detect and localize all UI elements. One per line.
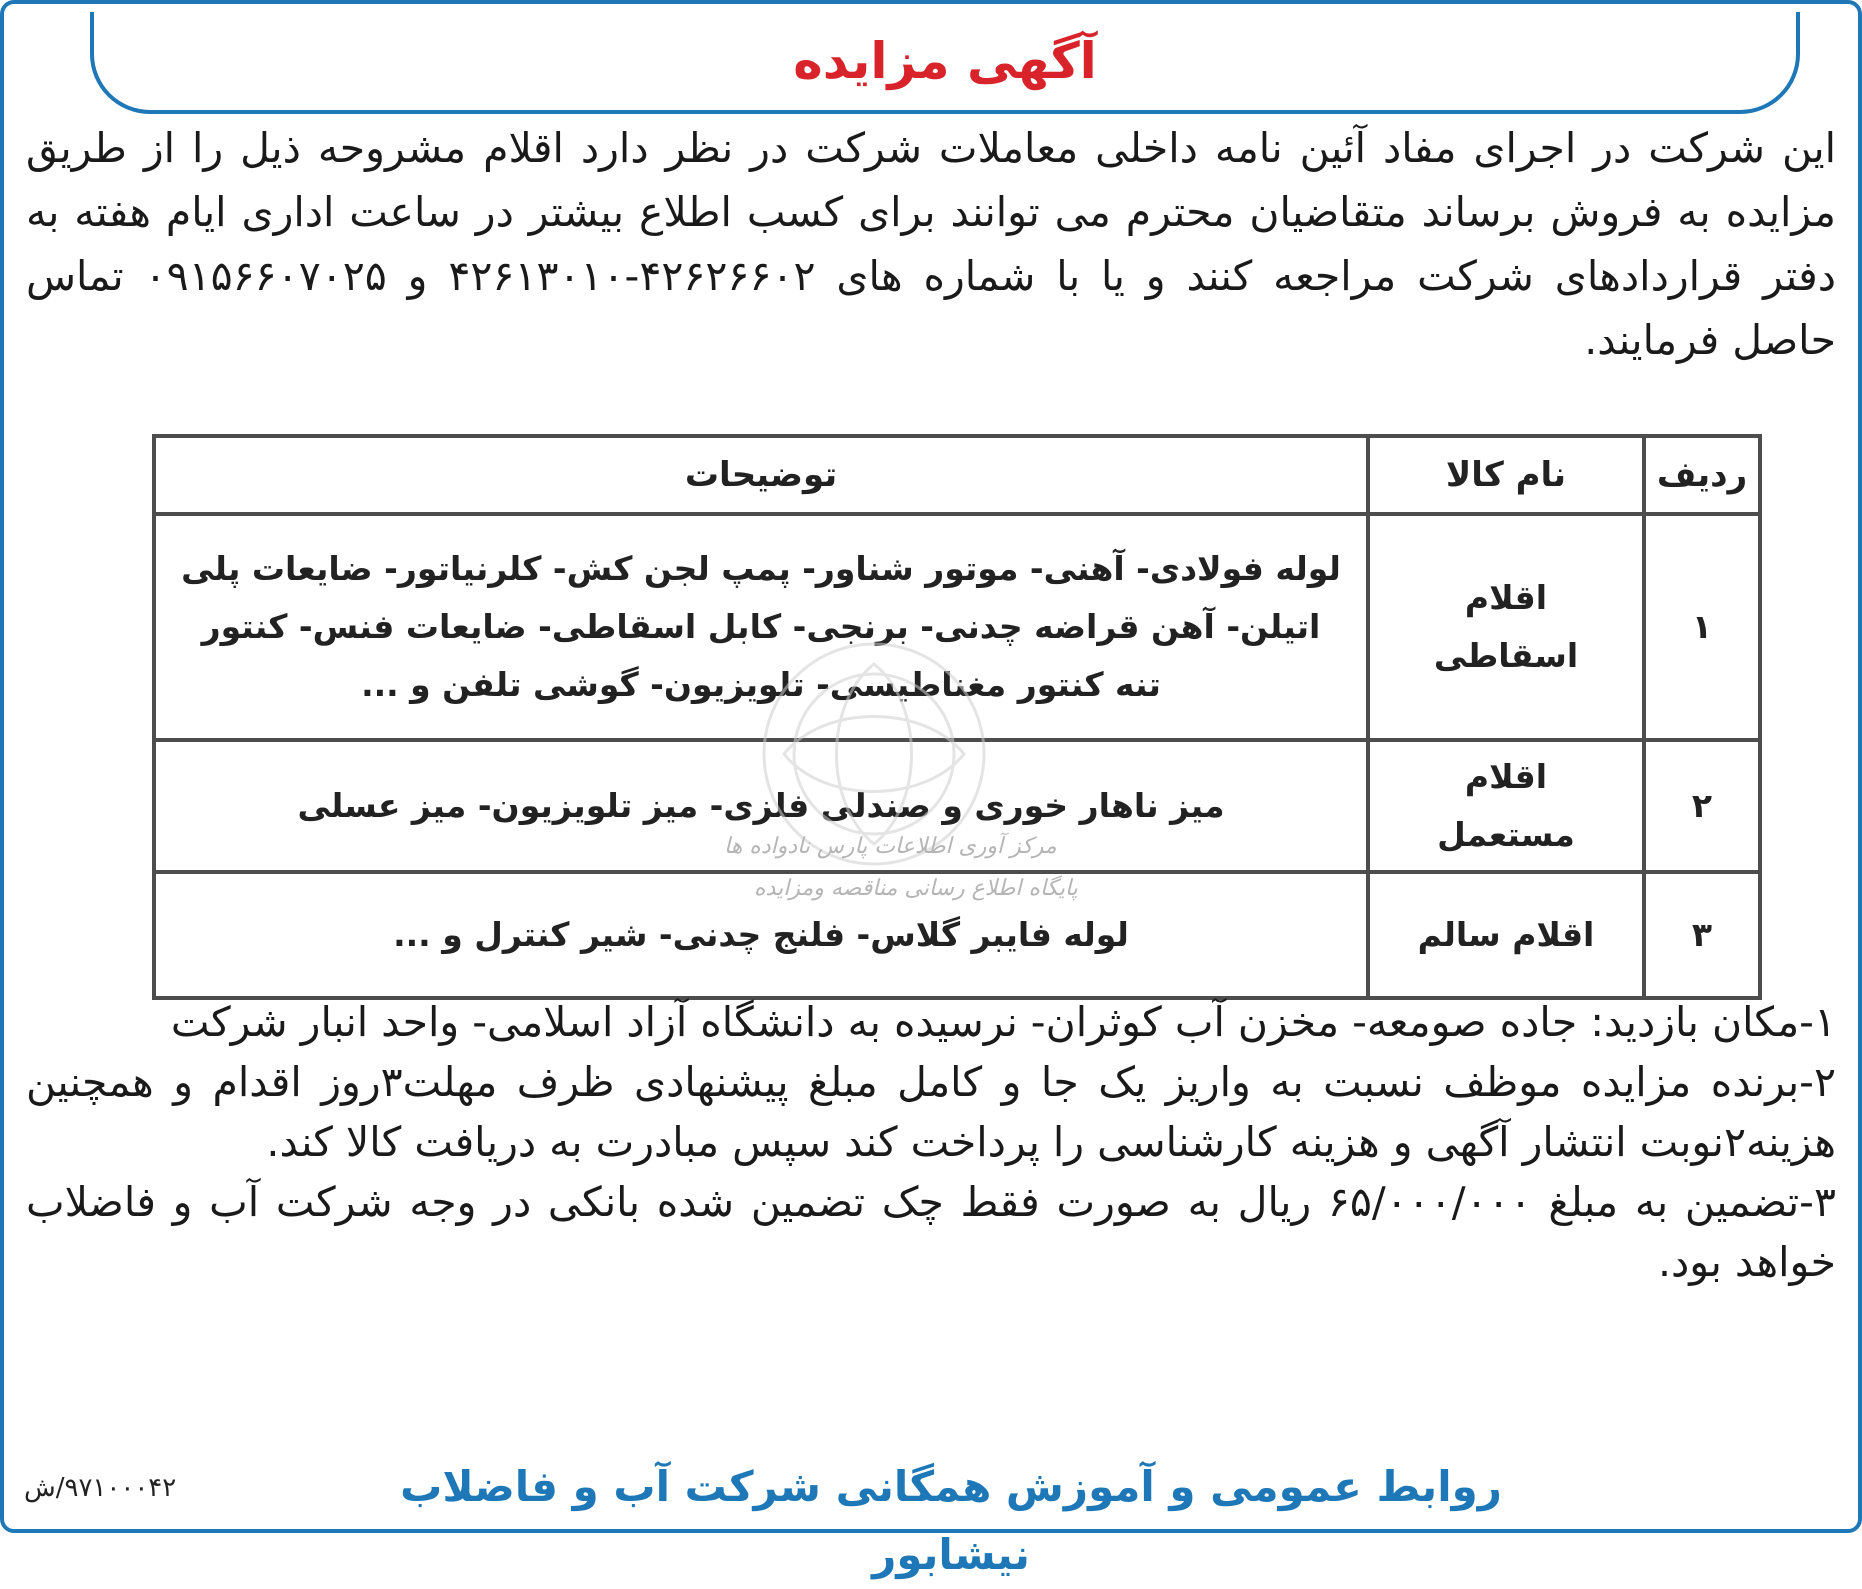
header-row-number: ردیف [1644, 436, 1760, 514]
intro-text: این شرکت در اجرای مفاد آئین نامه داخلی معاملات شرکت در نظر دارد اقلام مشروحه ذیل را از طریق مزایده به فروش برساند متقاضیان محترم می توانند برای کسب اطلاع بیشتر در ساعت اداری ایام هفته به دفتر قراردادهای شرکت مراجعه کنند و یا با شماره های [26, 124, 1836, 300]
phone-numbers: ۴۲۶۲۶۶۰۲-۴۲۶۱۳۰۱۰ و ۰۹۱۵۶۶۰۷۰۲۵ [144, 252, 816, 300]
issuer-signature: روابط عمومی و آموزش همگانی شرکت آب و فاضلاب نیشابور [400, 1462, 1502, 1579]
item-name: اقلام اسقاطی [1368, 514, 1644, 740]
row-number: ۲ [1644, 740, 1760, 872]
item-description: لوله فایبر گلاس- فلنج چدنی- شیر کنترل و ... [154, 872, 1368, 998]
row-number: ۳ [1644, 872, 1760, 998]
items-table [152, 434, 1762, 1000]
intro-ending: تماس حاصل فرمایند. [26, 252, 1836, 364]
item-description: لوله فولادی- آهنی- موتور شناور- پمپ لجن کش- کلرنیاتور- ضایعات پلی اتیلن- آهن قراضه چدنی- برنجی- کابل اسقاطی- ضایعات فنس- کنتور تنه کنتور مغناطیسی- تلویزیون- گوشی تلفن و ... [154, 514, 1368, 740]
page-title: آگهی مزایده [793, 32, 1097, 90]
watermark-text-2: پایگاه اطلاع رسانی مناقصه ومزایده [754, 876, 1078, 901]
item-description: میز ناهار خوری و صندلی فلزی- میز تلویزیون- میز عسلی [154, 740, 1368, 872]
table-row [154, 872, 1760, 998]
table-row [154, 514, 1760, 740]
terms-list [26, 992, 1836, 1292]
table-row [154, 740, 1760, 872]
header-description: توضیحات [154, 436, 1368, 514]
header-item-name: نام کالا [1368, 436, 1644, 514]
item-name: اقلام سالم [1368, 872, 1644, 998]
term-item: ۳-تضمین به مبلغ ۶۵/۰۰۰/۰۰۰ ریال به صورت فقط چک تضمین شده بانکی در وجه شرکت آب و فاضلاب خواهد بود. [26, 1178, 1836, 1286]
term-item: ۲-برنده مزایده موظف نسبت به واریز یک جا و کامل مبلغ پیشنهادی ظرف مهلت۳روز اقدام و همچنین هزینه۲نوبت انتشار آگهی و هزینه کارشناسی را پرداخت کند سپس مبادرت به دریافت کالا کند. [26, 1058, 1837, 1166]
table-header-row [154, 436, 1760, 514]
watermark-text-1: مرکز آوری اطلاعات پارس نادواده ها [724, 834, 1057, 859]
term-item: ۱-مکان بازدید: جاده صومعه- مخزن آب کوثران- نرسیده به دانشگاه آزاد اسلامی- واحد انبار شرکت [170, 998, 1836, 1046]
intro-paragraph [26, 116, 1836, 372]
item-name: اقلام مستعمل [1368, 740, 1644, 872]
title-banner [90, 12, 1800, 114]
footer [24, 1453, 1838, 1579]
row-number: ۱ [1644, 514, 1760, 740]
notice-code: ۹۷۱۰۰۰۴۲/ش [24, 1473, 177, 1503]
